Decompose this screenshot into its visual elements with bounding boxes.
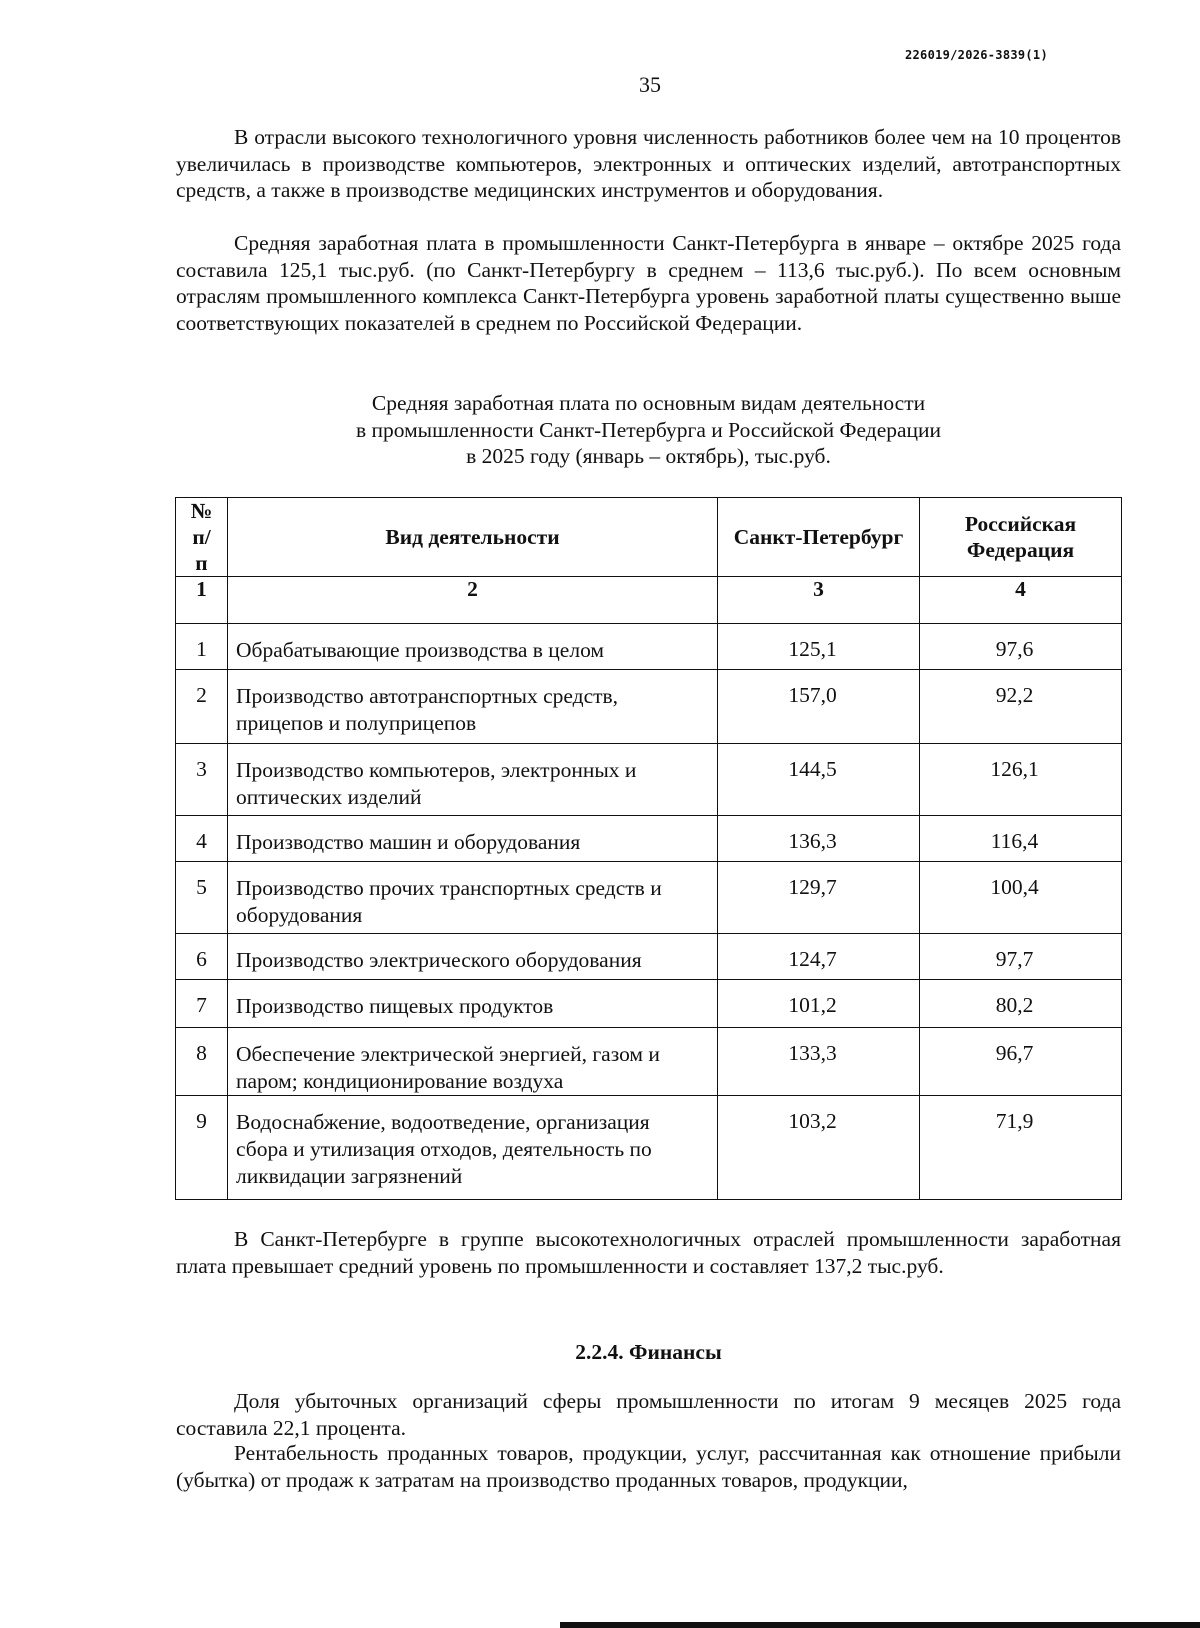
row-num: 4: [176, 816, 228, 862]
header-spb: Санкт-Петербург: [718, 498, 920, 577]
row-num: 9: [176, 1096, 228, 1200]
scan-edge-bar: [560, 1622, 1200, 1628]
column-number: 3: [718, 577, 920, 624]
row-num: 2: [176, 670, 228, 744]
column-number: 2: [228, 577, 718, 624]
header-rf: Российская Федерация: [920, 498, 1122, 577]
table-row: [176, 624, 1122, 670]
row-spb-value: 125,1: [718, 624, 920, 670]
row-activity: Производство прочих транспортных средств и оборудования: [228, 862, 718, 934]
table-title: [176, 390, 1121, 470]
row-rf-value: 97,7: [920, 934, 1122, 980]
paragraph-profitability: Рентабельность проданных товаров, продукции, услуг, рассчитанная как отношение прибыли (убытка) от продаж к затратам на производство проданных товаров, продукции,: [176, 1441, 1121, 1492]
row-rf-value: 92,2: [920, 670, 1122, 744]
table-row: [176, 744, 1122, 816]
table-row: [176, 670, 1122, 744]
table-row: [176, 980, 1122, 1028]
table-row: [176, 1028, 1122, 1096]
row-rf-value: 71,9: [920, 1096, 1122, 1200]
header-activity: Вид деятельности: [228, 498, 718, 577]
column-number: 1: [176, 577, 228, 624]
row-activity: Производство автотранспортных средств, прицепов и полуприцепов: [228, 670, 718, 744]
row-num: 5: [176, 862, 228, 934]
row-activity: Водоснабжение, водоотведение, организация сбора и утилизация отходов, деятельность по ликвидации загрязнений: [228, 1096, 718, 1200]
table-header-row: [176, 498, 1122, 577]
row-spb-value: 136,3: [718, 816, 920, 862]
row-rf-value: 96,7: [920, 1028, 1122, 1096]
row-activity: Обрабатывающие производства в целом: [228, 624, 718, 670]
column-number-row: [176, 577, 1122, 624]
row-rf-value: 126,1: [920, 744, 1122, 816]
row-spb-value: 101,2: [718, 980, 920, 1028]
wages-table: [175, 497, 1122, 1200]
row-activity: Производство электрического оборудования: [228, 934, 718, 980]
table-title-line: в промышленности Санкт-Петербурга и Российской Федерации: [355, 417, 942, 442]
row-spb-value: 133,3: [718, 1028, 920, 1096]
row-rf-value: 80,2: [920, 980, 1122, 1028]
row-activity: Производство пищевых продуктов: [228, 980, 718, 1028]
table-title-line: в 2025 году (январь – октябрь), тыс.руб.: [466, 444, 831, 468]
row-activity: Производство машин и оборудования: [228, 816, 718, 862]
row-num: 8: [176, 1028, 228, 1096]
paragraph-high-tech-wage: В Санкт-Петербурге в группе высокотехнологичных отраслей промышленности заработная плата превышает средний уровень по промышленности и составляет 137,2 тыс.руб.: [176, 1227, 1121, 1278]
column-number: 4: [920, 577, 1122, 624]
row-spb-value: 103,2: [718, 1096, 920, 1200]
header-num: № п/п: [176, 498, 228, 577]
page-number: 35: [639, 72, 661, 97]
table-row: [176, 816, 1122, 862]
row-spb-value: 157,0: [718, 670, 920, 744]
row-num: 3: [176, 744, 228, 816]
row-rf-value: 116,4: [920, 816, 1122, 862]
table-title-line: Средняя заработная плата по основным видам деятельности: [371, 391, 926, 415]
row-spb-value: 144,5: [718, 744, 920, 816]
table-row: [176, 934, 1122, 980]
section-title: 2.2.4. Финансы: [575, 1340, 722, 1364]
table-row: [176, 1096, 1122, 1200]
row-num: 1: [176, 624, 228, 670]
row-activity: Обеспечение электрической энергией, газом и паром; кондиционирование воздуха: [228, 1028, 718, 1096]
paragraph-average-wage: Средняя заработная плата в промышленности Санкт-Петербурга в январе – октябре 2025 года составила 125,1 тыс.руб. (по Санкт-Петербургу в среднем – 113,6 тыс.руб.). По всем основным отраслям промышленного комплекса Санкт-Петербурга уровень заработной платы существенно выше соответствующих показателей в среднем по Российской Федерации.: [176, 231, 1121, 335]
table-row: [176, 862, 1122, 934]
paragraph-high-tech-employment: В отрасли высокого технологичного уровня численность работников более чем на 10 процентов увеличилась в производстве компьютеров, электронных и оптических изделий, автотранспортных средств, а также в производстве медицинских инструментов и оборудования.: [176, 125, 1121, 202]
document-id: 226019/2026-3839(1): [905, 48, 1048, 62]
row-rf-value: 100,4: [920, 862, 1122, 934]
row-num: 6: [176, 934, 228, 980]
row-activity: Производство компьютеров, электронных и оптических изделий: [228, 744, 718, 816]
paragraph-unprofitable-share: Доля убыточных организаций сферы промышленности по итогам 9 месяцев 2025 года составила 22,1 процента.: [176, 1389, 1121, 1440]
row-num: 7: [176, 980, 228, 1028]
row-spb-value: 129,7: [718, 862, 920, 934]
row-rf-value: 97,6: [920, 624, 1122, 670]
row-spb-value: 124,7: [718, 934, 920, 980]
